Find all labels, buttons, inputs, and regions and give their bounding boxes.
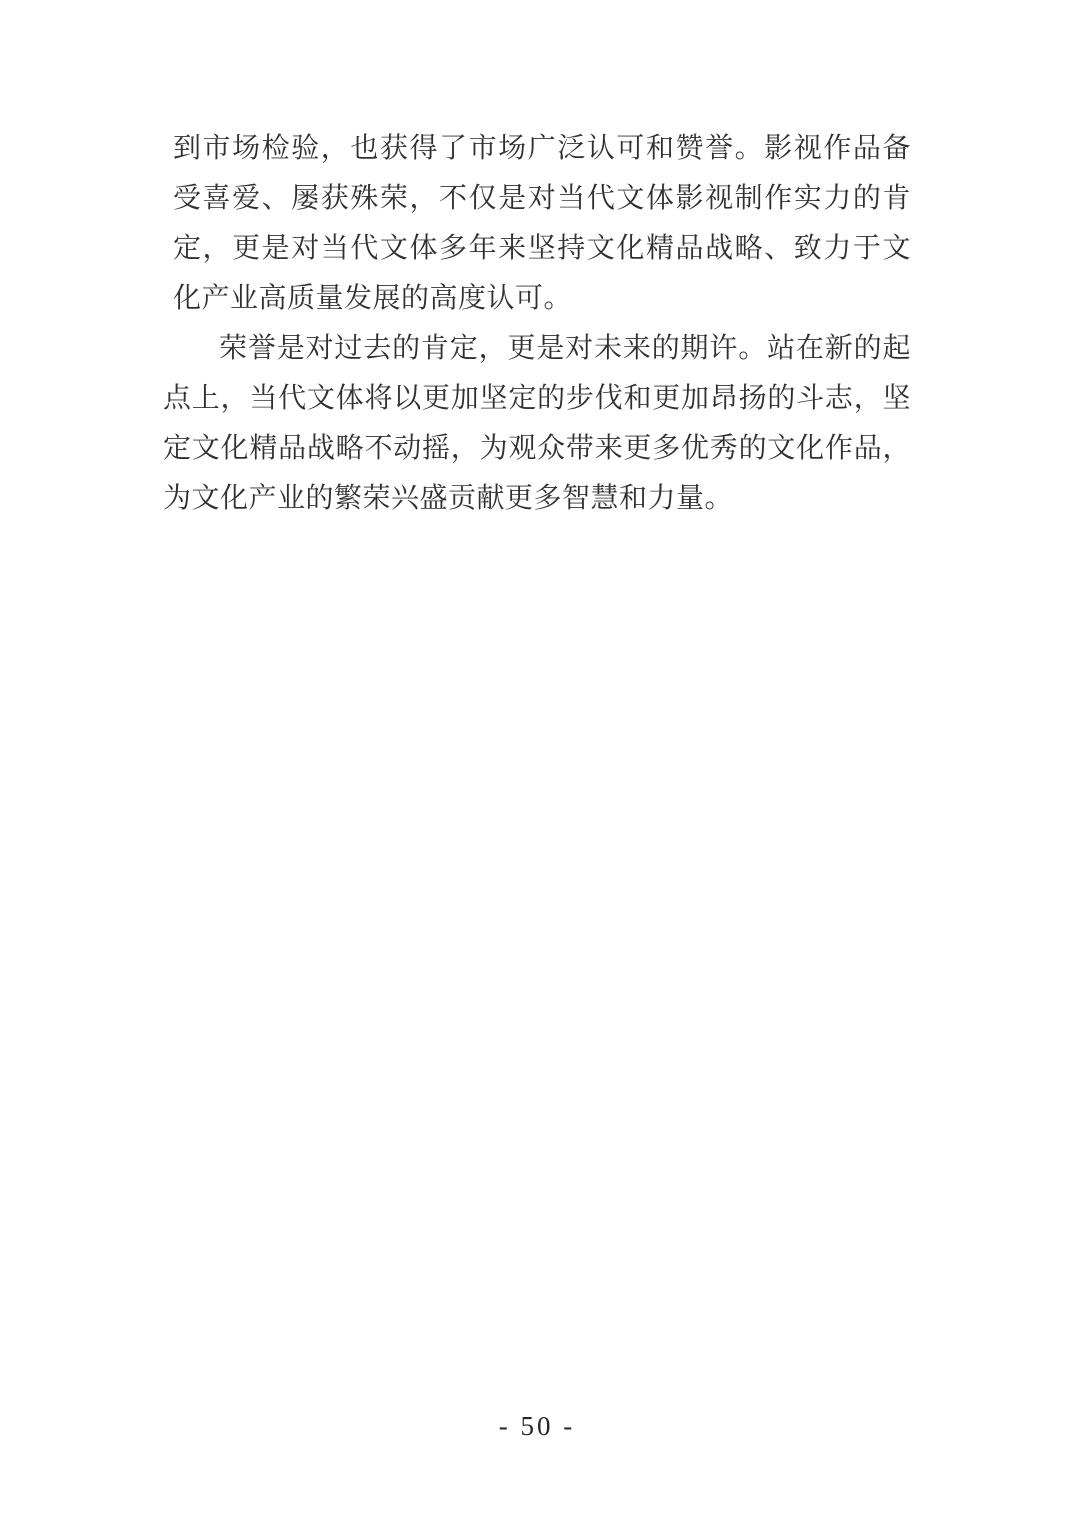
page-number: - 50 - <box>498 1411 576 1441</box>
paragraph-continuation: 到市场检验，也获得了市场广泛认可和赞誉。影视作品备受喜爱、屡获殊荣，不仅是对当代文体影视制作实力的肯定，更是对当代文体多年来坚持文化精品战略、致力于文化产业高质量发展的高度认可。 <box>173 133 911 314</box>
page-body-text <box>163 124 911 524</box>
paragraph: 荣誉是对过去的肯定，更是对未来的期许。站在新的起点上，当代文体将以更加坚定的步伐和更加昂扬的斗志，坚定文化精品战略不动摇，为观众带来更多优秀的文化作品，为文化产业的繁荣兴盛贡献更多智慧和力量。 <box>163 333 911 514</box>
